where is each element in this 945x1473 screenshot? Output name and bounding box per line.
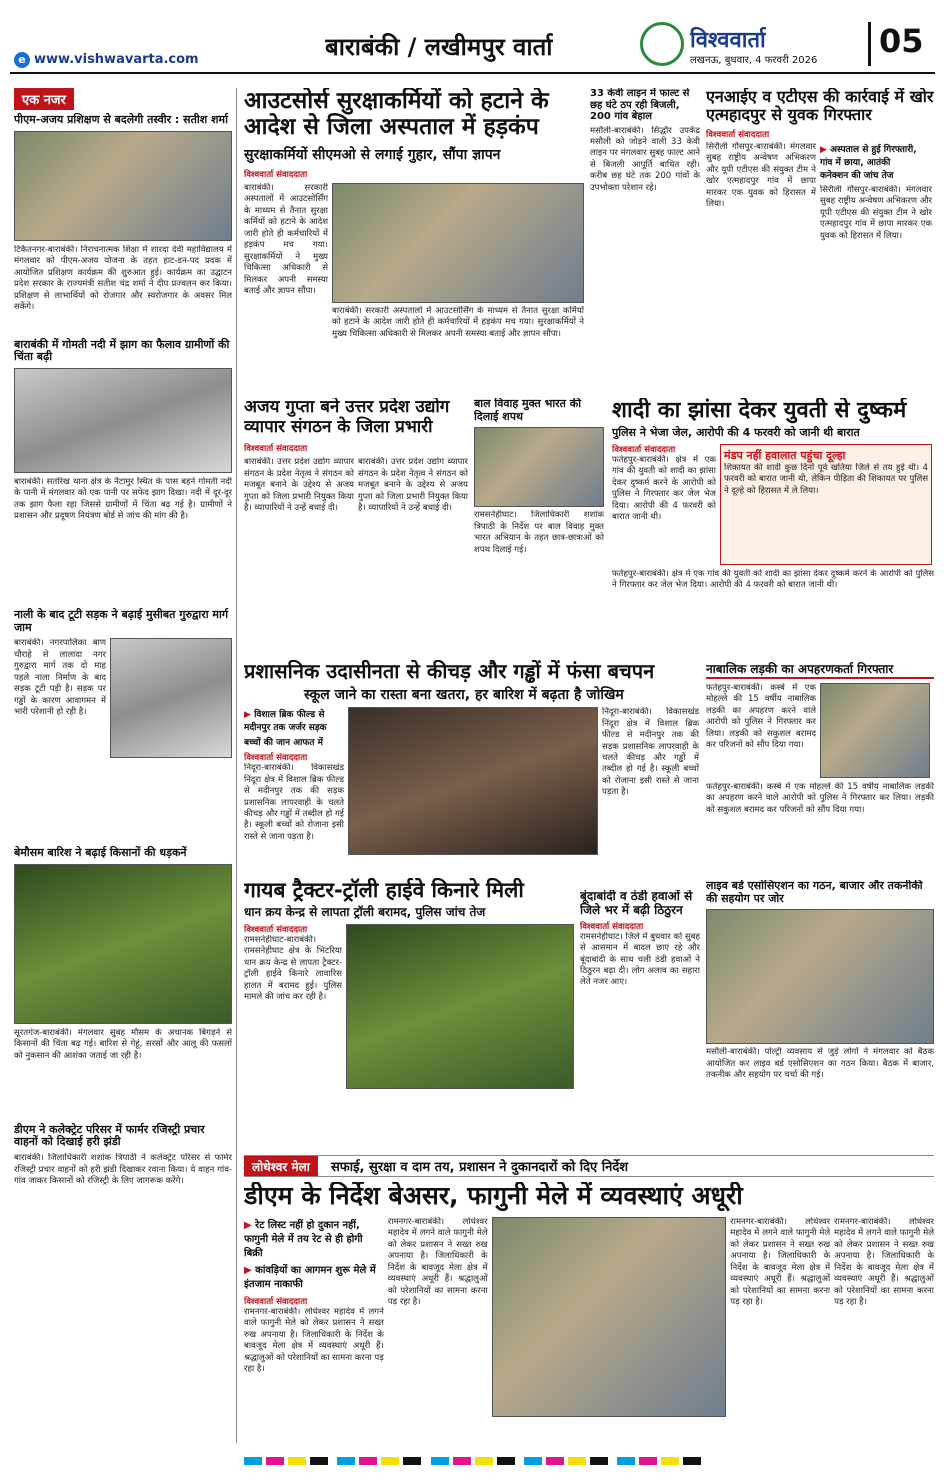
story-body: सिरौली गौसपुर-बाराबंकी। मंगलवार सुबह राष्ट्रीय अन्वेषण अभिकरण और यूपी एटीएस की संयुक्त टीम ने खोर एत्महादपुर गांव में छापा मारकर एक युवक को हिरासत में लिया। (706, 141, 816, 210)
highlight-box (720, 444, 932, 565)
lead-headline[interactable]: आउटसोर्स सुरक्षाकर्मियों को हटाने के आदेश से जिला अस्पताल में हड़कंप (244, 88, 549, 141)
story-headline[interactable]: पीएम-अजय प्रशिक्षण से बदलेगी तस्वीर : सतीश शर्मा (14, 113, 228, 126)
association-story (706, 880, 934, 1148)
story-headline[interactable]: लाइव बर्ड एसोसिएशन का गठन, बाजार और तकनीकी की सहयोग पर जोर (706, 880, 923, 905)
story-body: मसौली-बाराबंकी। सिद्धौर उपकेंद्र मसौली को जोड़ने वाली 33 केवी लाइन पर मंगलवार सुबह फाल्ट आने से बिजली आपूर्ति बाधित रही। करीब छह घंटे तक 200 गांवों के उपभोक्ता परेशान रहे। (590, 125, 700, 193)
story-photo (14, 864, 232, 1024)
story-headline[interactable]: नाबालिक लड़की का अपहरणकर्ता गिरफ्तार (706, 660, 934, 679)
story-photo (14, 131, 232, 241)
story-body-cont: फतेहपुर-बाराबंकी। क्षेत्र में एक गांव की युवती को शादी का झांसा देकर दुष्कर्म करने के आरोपी को पुलिस ने गिरफ्तार कर जेल भेज दिया। आरोपी की 4 फरवरी को बारात जानी थी। (612, 568, 934, 591)
story-headline[interactable]: बूंदाबांदी व ठंडी हवाओं से जिले भर में बढ़ी ठिठुरन (580, 890, 693, 917)
story-photo (14, 368, 232, 473)
byline: विश्ववार्ता संवाददाता (244, 169, 308, 180)
marriage-story (612, 398, 934, 648)
story-photo (348, 707, 598, 855)
story-body: टिकैतनगर-बाराबंकी। निराचनात्मक शिक्षा में शारदा देवी महाविद्यालय में मंगलवार को पीएम-अजय योजना के तहत हाट-डन-पद प्रदक में आयोजित प्रशिक्षण कार्यक्रम की शुरुआत हुई। कार्यक्रम का उद्घाटन प्रदेश सरकार के राज्यमंत्री सतीश चंद्र शर्मा ने दीप प्रज्वलन कर किया। प्रशिक्षण से लाभार्थियों को रोजगार और स्वरोजगार के अवसर मिल सकेंगे। (14, 244, 232, 312)
story-headline[interactable]: डीएम के निर्देश बेअसर, फागुनी मेले में व्यवस्थाएं अधूरी (244, 1182, 743, 1210)
story-body: निंदूरा-बाराबंकी। विकासखंड निंदूरा क्षेत्र में विशाल ब्रिक फील्ड से मदीनपुर तक की सड़क प्रशासनिक लापरवाही के चलते कीचड़ और गड्ढों में तब्दील हो गई है। स्कूली बच्चों को रोजाना इसी रास्ते से जाना पड़ता है। (244, 763, 344, 842)
electricity-story (590, 88, 700, 388)
story-body: बाराबंकी। उत्तर प्रदेश उद्योग व्यापार संगठन के प्रदेश नेतृत्व ने संगठन को मजबूत बनाने के उद्देश्य से अजय गुप्ता को जिला प्रभारी नियुक्त किया है। व्यापारियों ने उन्हें बधाई दी। (244, 457, 354, 513)
story-body: फतेहपुर-बाराबंकी। क्षेत्र में एक गांव की युवती को शादी का झांसा देकर दुष्कर्म करने के आरोपी को पुलिस ने गिरफ्तार कर जेल भेज दिया। आरोपी की 4 फरवरी को बारात जानी थी। (612, 454, 716, 523)
mela-strip (244, 1155, 934, 1177)
story-photo (820, 683, 930, 778)
story-body: बाराबंकी। सरकारी अस्पतालों में आउटसोर्सिंग के माध्यम से तैनात सुरक्षा कर्मियों को हटाने के आदेश जारी होते ही कर्मचारियों में हड़कंप मच गया। सुरक्षाकर्मियों ने मुख्य चिकित्सा अधिकारी से मिलकर अपनी समस्या बताई और ज्ञापन सौंपा। (244, 182, 328, 297)
vyapar-story (244, 398, 468, 648)
story-headline[interactable]: नाली के बाद टूटी सड़क ने बढ़ाई मुसीबत गुरुद्वारा मार्ग जाम (14, 607, 229, 634)
story-photo (332, 183, 584, 303)
story-body: रामनगर-बाराबंकी। लोधेश्वर महादेव में लगने वाले फागुनी मेले को लेकर प्रशासन ने सख्त रुख अपनाया है। जिलाधिकारी के निर्देश के बावजूद मेला क्षेत्र में व्यवस्थाएं अधूरी हैं। श्रद्धालुओं को परेशानियों का सामना करना पड़ रहा है। (244, 1306, 384, 1375)
mela-story (244, 1182, 934, 1444)
story-headline[interactable]: 33 केवी लाइन में फाल्ट से छह घंटे ठप रही बिजली, 200 गांव बेहाल (590, 88, 690, 122)
box-headline: मंडप नहीं हवालात पहुंचा दूल्हा (724, 448, 846, 462)
story-body-cont: सिरौली गौसपुर-बाराबंकी। मंगलवार सुबह राष्ट्रीय अन्वेषण अभिकरण और यूपी एटीएस की संयुक्त टीम ने खोर एत्महादपुर गांव में छापा मारकर एक युवक को हिरासत में लिया। (820, 184, 932, 241)
byline: विश्ववार्ता संवाददाता (706, 129, 770, 140)
highlight-point: ▶ कांवड़ियों का आगमन शुरू मेले में इंतजाम नाकाफी (244, 1264, 376, 1290)
story-headline[interactable]: गायब ट्रैक्टर-ट्रॉली हाईवे किनारे मिली (244, 878, 524, 902)
story-body-cont: रामनगर-बाराबंकी। लोधेश्वर महादेव में लगने वाले फागुनी मेले को लेकर प्रशासन ने सख्त रुख अपनाया है। जिलाधिकारी के निर्देश के बावजूद मेला क्षेत्र में व्यवस्थाएं अधूरी हैं। श्रद्धालुओं को परेशानियों का सामना करना पड़ रहा है। (834, 1216, 934, 1308)
column-divider (236, 88, 237, 1443)
story-headline[interactable]: डीएम ने कलेक्ट्रेट परिसर में फार्मर रजिस्ट्री प्रचार वाहनों को दिखाई हरी झंडी (14, 1122, 205, 1149)
bullet-icon: ▶ (244, 1264, 256, 1276)
story-body-cont: फतेहपुर-बाराबंकी। कस्बे में एक मोहल्ले की 15 वर्षीय नाबालिक लड़की का अपहरण करने वाले आरोपी को पुलिस ने गिरफ्तार कर लिया। लड़की को सकुशल बरामद कर परिजनों को सौंप दिया गया। (706, 782, 934, 815)
header-rule (10, 72, 935, 74)
story-headline[interactable]: प्रशासनिक उदासीनता से कीचड़ और गड्ढों में फंसा बचपन (244, 660, 655, 683)
lead-subhead: सुरक्षाकर्मियों सीएमओ से लगाई गुहार, सौंपा ज्ञापन (244, 146, 501, 163)
drizzle-story (580, 890, 700, 1148)
story-subhead: धान क्रय केन्द्र से लापता ट्रॉली बरामद, पुलिस जांच तेज (244, 905, 486, 920)
story-photo (346, 924, 574, 1089)
highlight-point: ▶ अस्पताल से हुई गिरफ्तारी, गांव में छाया, आतंकी (820, 144, 917, 168)
byline: विश्ववार्ता संवाददाता (612, 444, 676, 455)
section-title: बाराबंकी / लखीमपुर वार्ता (325, 33, 553, 61)
byline: विश्ववार्ता संवाददाता (244, 753, 308, 764)
story-subhead: पुलिस ने भेजा जेल, आरोपी की 4 फरवरी को जानी थी बारात (612, 426, 860, 440)
left-column (14, 88, 232, 1443)
newspaper-name: विश्ववार्ता (690, 28, 766, 53)
story-body-cont: निंदूरा-बाराबंकी। विकासखंड निंदूरा क्षेत्र में विशाल ब्रिक फील्ड से मदीनपुर तक की सड़क प्रशासनिक लापरवाही के चलते कीचड़ और गड्ढों में तब्दील हो गई है। स्कूली बच्चों को रोजाना इसी रास्ते से जाना पड़ता है। (602, 707, 699, 798)
story-body: बाराबंकी। नगरपालिका बाण चौराहे से लालादा नगर गुरुद्वारा मार्ग तक दो माह पहले नाला निर्माण के बाद सड़क टूटी पड़ी है। सड़क पर गड्ढों के कारण आवागमन में भारी परेशानी हो रही है। (14, 638, 106, 718)
story-body: फतेहपुर-बाराबंकी। कस्बे में एक मोहल्ले की 15 वर्षीय नाबालिक लड़की का अपहरण करने वाले आरोपी को पुलिस ने गिरफ्तार कर लिया। लड़की को सकुशल बरामद कर परिजनों को सौंप दिया गया। (706, 683, 816, 751)
story-body: रामसनेहीघाट। जिले में बुधवार को सुबह से आसमान में बादल छाए रहे और बूंदाबांदी के साथ चली ठंडी हवाओं ने ठिठुरन बढ़ा दी। लोग अलाव का सहारा लेते नजर आए। (580, 931, 700, 988)
story-body: सूरतगंज-बाराबंकी। मंगलवार सुबह मौसम के अचानक बिगड़ने से किसानों की चिंता बढ़ गई। बारिश से गेहूं, सरसों और आलू की फसलों को नुकसान की आशंका जताई जा रही है। (14, 1027, 232, 1061)
registration-bar (0, 1450, 945, 1473)
strip-headline[interactable]: सफाई, सुरक्षा व दाम तय, प्रशासन ने दुकानदारों को दिए निर्देश (331, 1160, 629, 1175)
story-headline[interactable]: शादी का झांसा देकर युवती से दुष्कर्म (612, 398, 907, 423)
story-body-cont: रामनगर-बाराबंकी। लोधेश्वर महादेव में लगने वाले फागुनी मेले को लेकर प्रशासन ने सख्त रुख अपनाया है। जिलाधिकारी के निर्देश के बावजूद मेला क्षेत्र में व्यवस्थाएं अधूरी हैं। श्रद्धालुओं को परेशानियों का सामना करना पड़ रहा है। (730, 1216, 831, 1308)
byline: विश्ववार्ता संवाददाता (580, 921, 644, 932)
story-body-cont: बाराबंकी। सरकारी अस्पतालों में आउटसोर्सिंग के माध्यम से तैनात सुरक्षा कर्मियों को हटाने के आदेश जारी होते ही कर्मचारियों में हड़कंप मच गया। सुरक्षाकर्मियों ने मुख्य चिकित्सा अधिकारी से मिलकर अपनी समस्या बताई और ज्ञापन सौंपा। (332, 305, 584, 339)
page-number: 05 (868, 22, 928, 66)
issue-date: लखनऊ, बुधवार, 4 फरवरी 2026 (690, 55, 818, 66)
ek-nazar-tag: एक नजर (14, 88, 74, 110)
bullet-icon: ▶ (244, 710, 255, 721)
highlight-point: ▶ विशाल ब्रिक फील्ड से मदीनपुर तक जर्जर सड़क (244, 710, 327, 734)
story-headline[interactable]: अजय गुप्ता बने उत्तर प्रदेश उद्योग व्यापार संगठन के जिला प्रभारी (244, 398, 450, 437)
story-body-cont: रामनगर-बाराबंकी। लोधेश्वर महादेव में लगने वाले फागुनी मेले को लेकर प्रशासन ने सख्त रुख अपनाया है। जिलाधिकारी के निर्देश के बावजूद मेला क्षेत्र में व्यवस्थाएं अधूरी हैं। श्रद्धालुओं को परेशानियों का सामना करना पड़ रहा है। (387, 1216, 488, 1308)
browser-e-icon: e (14, 52, 30, 68)
highlight-point: ▶ रेट लिस्ट नहीं हो दुकान नहीं, फागुनी मेले में तय रेट से ही होगी बिक्री (244, 1219, 363, 1259)
highlight-point: कनेक्शन की जांच तेज (820, 170, 894, 181)
byline: विश्ववार्ता संवाददाता (244, 1296, 308, 1307)
story-photo (492, 1217, 727, 1417)
minor-story (706, 660, 934, 875)
tractor-story (244, 878, 574, 1148)
story-headline[interactable]: बाल विवाह मुक्त भारत की दिलाई शपथ (474, 398, 582, 423)
story-photo (706, 909, 934, 1044)
story-photo (110, 638, 232, 758)
story-headline[interactable]: बाराबंकी में गोमती नदी में झाग का फैलाव ग्रामीणों की चिंता बढ़ी (14, 337, 230, 364)
lead-story (244, 88, 584, 388)
child-marriage-story (474, 398, 604, 648)
ats-story (706, 88, 934, 388)
story-headline[interactable]: बेमौसम बारिश ने बढ़ाई किसानों की धड़कनें (14, 846, 187, 860)
box-body: शिकायत की शादी कुछ दिनों पूर्व खतिया जिले से तय हुई थी। 4 फरवरी को बारात जानी थी, लेकिन पीड़िता की शिकायत पर पुलिस ने दूल्हे को हिरासत में ले लिया। (724, 462, 928, 496)
story-subhead: स्कूल जाने का रास्ता बना खतरा, हर बारिश में बढ़ता है जोखिम (304, 687, 624, 703)
story-headline[interactable]: एनआईए व एटीएस की कार्रवाई में खोर एत्महादपुर से युवक गिरफ्तार (706, 88, 934, 125)
story-photo (474, 427, 604, 507)
bullet-icon: ▶ (820, 144, 831, 155)
story-body: रामसनेहीघाट। जिलाधिकारी शशांक त्रिपाठी के निर्देश पर बाल विवाह मुक्त भारत अभियान के तहत छात्र-छात्राओं को शपथ दिलाई गई। (474, 510, 604, 555)
story-body: बाराबंकी। सतरिख थाना क्षेत्र के नैटामुर स्थित के पास बहने गोमती नदी के पानी में मंगलवार को एक पानी पर सफेद झाग दिखा। नदी में दूर-दूर तक झाग फैला रहा जिससे ग्रामीणों में चिंता बढ़ गई है। ग्रामीणों ने प्रशासन और प्रदूषण नियंत्रण बोर्ड से जांच की मांग की है। (14, 476, 232, 522)
bullet-icon: ▶ (244, 1219, 256, 1231)
story-body: बाराबंकी। जिलाधिकारी शशांक त्रिपाठी ने कलेक्ट्रेट परिसर से फार्मर रजिस्ट्री प्रचार वाहनों को हरी झंडी दिखाकर रवाना किया। ये वाहन गांव-गांव जाकर किसानों को रजिस्ट्री के लिए जागरूक करेंगे। (14, 1153, 232, 1187)
story-body-cont: बाराबंकी। उत्तर प्रदेश उद्योग व्यापार संगठन के प्रदेश नेतृत्व ने संगठन को मजबूत बनाने के उद्देश्य से अजय गुप्ता को जिला प्रभारी नियुक्त किया है। व्यापारियों ने उन्हें बधाई दी। (358, 457, 468, 513)
byline: विश्ववार्ता संवाददाता (244, 444, 308, 455)
site-url[interactable]: e www.vishwavarta.com (14, 52, 199, 68)
story-body: रामसनेहीघाट-बाराबंकी। रामसनेहीघाट क्षेत्र के भिटरिया धान क्रय केन्द्र से लापता ट्रैक्टर-ट्रॉली हाईवे किनारे लावारिस हालत में बरामद हुई। पुलिस मामले की जांच कर रही है। (244, 934, 342, 1003)
newspaper-logo-icon (640, 22, 684, 66)
mela-tag: लोधेश्वर मेला (244, 1156, 318, 1177)
story-body: मसौली-बाराबंकी। पोल्ट्री व्यवसाय से जुड़े लोगों ने मंगलवार को बैठक आयोजित कर लाइव बर्ड एसोसिएशन का गठन किया। बैठक में बाजार, तकनीक और सहयोग पर चर्चा की गई। (706, 1047, 934, 1081)
highlight-point: बच्चों की जान आफत में (244, 738, 324, 749)
byline: विश्ववार्ता संवाददाता (244, 924, 308, 935)
mud-story (244, 660, 699, 870)
